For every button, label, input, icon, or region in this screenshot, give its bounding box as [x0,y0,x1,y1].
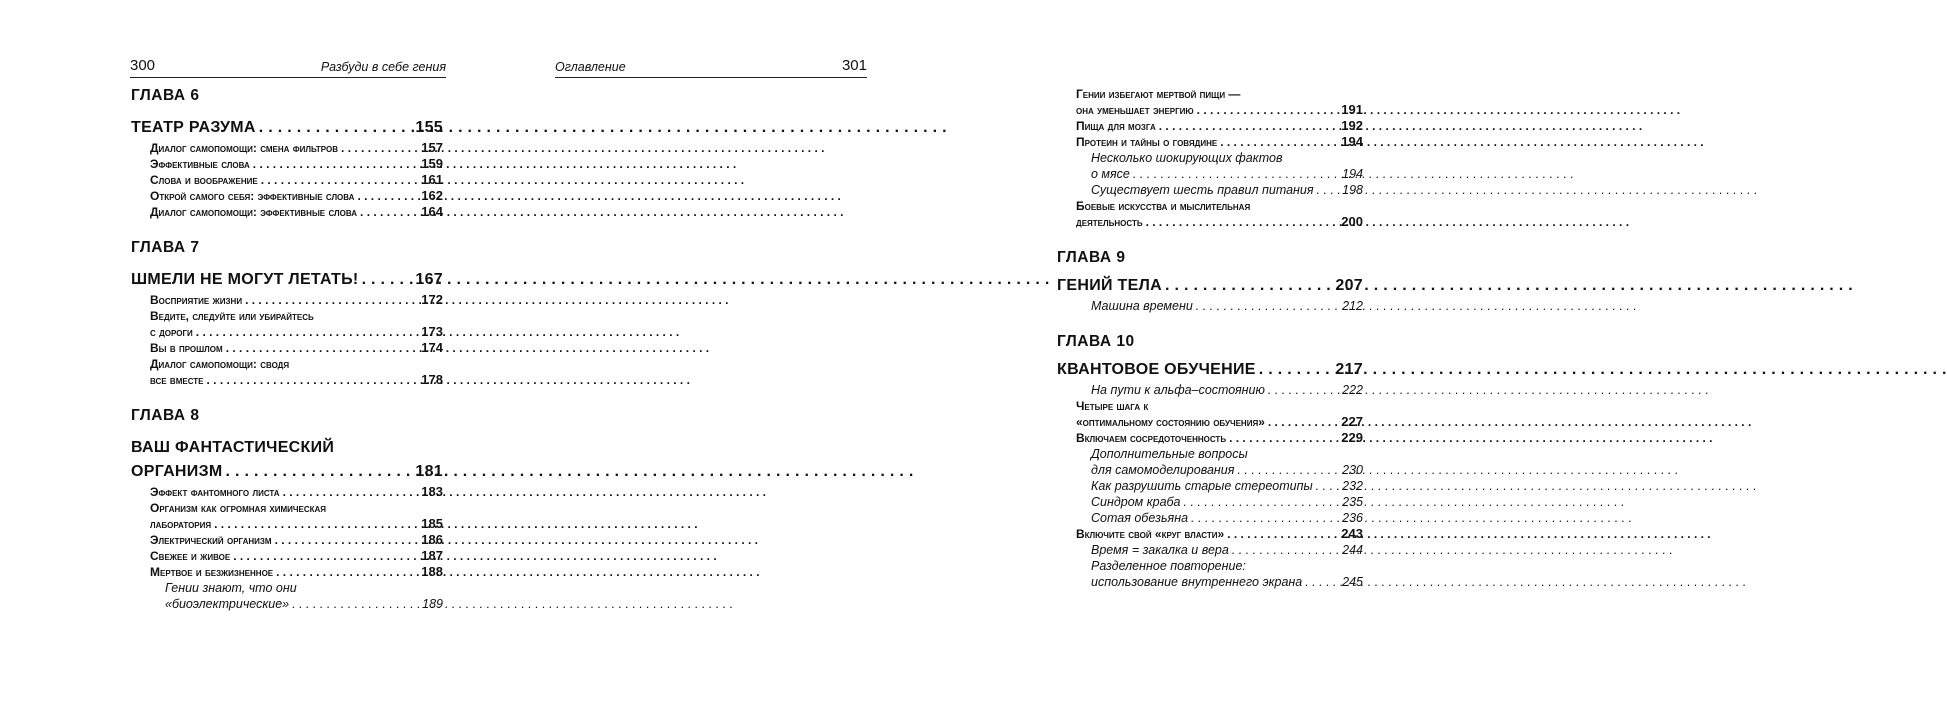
toc-entry-line: Дополнительные вопросы [1091,447,1248,461]
toc-entry-title: Эффект фантомного листа [150,485,280,499]
toc-section-entry [131,188,443,204]
toc-section-entry [131,516,443,532]
dot-leader [283,484,419,500]
toc-subsection-entry [1057,462,1363,478]
toc-entry-title: Протеин и тайны о говядине [1076,135,1218,149]
dot-leader [1184,494,1340,510]
toc-page-number: 229 [1341,430,1363,445]
toc-entry-line: Несколько шокирующих фактов [1091,151,1283,165]
toc-section-entry [131,156,443,172]
toc-entry-title: ТЕАТР РАЗУМА [131,119,256,136]
dot-leader [1232,542,1339,558]
dot-leader [360,204,418,220]
toc-page-number: 243 [1341,526,1363,541]
toc-section-entry [131,484,443,500]
toc-entry-title: Существует шесть правил питания [1091,183,1314,197]
dot-leader [1133,166,1339,182]
toc-page-number: 244 [1342,543,1363,557]
dot-leader [1220,134,1338,150]
toc-page-number: 173 [421,324,443,339]
toc-entry-line: Ведите, следуйте или убирайтесь [150,309,314,323]
toc-subsection-entry [1057,510,1363,526]
toc-page-number: 157 [421,140,443,155]
toc-page-number: 217 [1335,361,1363,378]
toc-page-number: 178 [421,372,443,387]
dot-leader [1197,102,1339,118]
toc-subsection-entry [1057,298,1363,314]
running-title: Разбуди в себе гения [320,60,446,74]
dot-leader [226,340,419,356]
toc-entry-title: Вы в прошлом [150,341,223,355]
chapter-label: ГЛАВА 8 [131,407,200,424]
toc-entry-title: Эффективные слова [150,157,250,171]
toc-section-entry [1057,214,1363,230]
dot-leader [275,532,419,548]
dot-leader [1146,214,1339,230]
dot-leader [233,548,418,564]
page-number: 301 [841,57,867,74]
toc-entry-title: Электрический организм [150,533,272,547]
toc-subsection-entry [1057,382,1363,398]
toc-section-entry [131,140,443,156]
chapter-label: ГЛАВА 7 [131,239,200,256]
toc-section-entry [1057,118,1363,134]
toc-section-entry [131,372,443,388]
dot-leader [1305,574,1339,590]
toc-entry-title: Свежее и живое [150,549,231,563]
toc-page-number: 192 [1341,118,1363,133]
toc-entry-title: Диалог самопомощи: эффективные слова [150,205,358,219]
toc-entry-title: она уменьшает энергию [1076,103,1194,117]
toc-entry-line: Организм как огромная химическая [150,501,327,515]
toc-entry-title: ОРГАНИЗМ [131,463,223,480]
toc-page-number: 155 [415,119,443,136]
toc-subsection-entry [1057,182,1363,198]
toc-page-number: 232 [1342,479,1363,493]
chapter-label: ГЛАВА 10 [1057,333,1135,350]
toc-entry-line: Гении знают, что они [165,581,297,595]
toc-entry-line: ВАШ ФАНТАСТИЧЕСКИЙ [131,439,335,456]
toc-entry-title: Синдром краба [1091,495,1181,509]
toc-page-number: 194 [1341,134,1363,149]
dot-leader [276,564,418,580]
dot-leader [1196,298,1339,314]
toc-entry-title: Восприятие жизни [150,293,243,307]
toc-page-number: 245 [1342,575,1363,589]
toc-section-entry [1057,414,1363,430]
toc-subsection-entry [1057,478,1363,494]
toc-entry-title: с дороги [150,325,193,339]
toc-entry-title: Как разрушить старые стереотипы [1091,479,1313,493]
toc-section-entry [1057,134,1363,150]
toc-entry-title: «оптимальному состоянию обучения» [1076,415,1265,429]
toc-entry-title: все вместе [150,373,204,387]
toc-section-entry [131,340,443,356]
left-toc [131,86,443,612]
toc-page-number: 185 [421,516,443,531]
toc-page-number: 200 [1341,214,1363,229]
dot-leader [214,516,418,532]
toc-entry-title: лаборатория [150,517,212,531]
toc-entry-title: КВАНТОВОЕ ОБУЧЕНИЕ [1057,361,1256,378]
toc-page-number: 191 [1341,102,1363,117]
dot-leader [292,596,419,612]
toc-page-number: 194 [1342,167,1363,181]
dot-leader [1268,382,1339,398]
toc-section-entry [1057,430,1363,446]
toc-page-number: 161 [421,172,443,187]
dot-leader [341,140,418,156]
toc-entry-title: Включаем сосредоточенность [1076,431,1227,445]
dot-leader [196,324,419,340]
running-title: Оглавление [555,60,626,74]
toc-entry-line: Диалог самопомощи: сводя [150,357,290,371]
toc-page-number: 212 [1342,299,1363,313]
chapter-label: ГЛАВА 9 [1057,249,1126,266]
toc-entry-title: «биоэлектрические» [165,597,290,611]
dot-leader [253,156,419,172]
toc-subsection-entry [131,596,443,612]
toc-page-number: 207 [1335,277,1363,294]
toc-entry-line: Четыре шага к [1076,399,1149,413]
toc-page-number: 235 [1342,495,1363,509]
dot-leader [1237,462,1339,478]
toc-entry-line: Разделенное повторение: [1091,559,1246,573]
toc-entry-title: Сотая обезьяна [1091,511,1189,525]
toc-section-entry [1057,102,1363,118]
toc-page-number: 186 [421,532,443,547]
toc-entry-title: Открой самого себя: эффективные слова [150,189,355,203]
toc-page-number: 222 [1342,383,1363,397]
dot-leader [261,172,419,188]
toc-entry-title: Слова и воображение [150,173,258,187]
toc-page-number: 188 [421,564,443,579]
toc-section-entry [1057,526,1363,542]
toc-page-number: 198 [1342,183,1363,197]
toc-entry-title: Мертвое и безжизненное [150,565,274,579]
toc-subsection-entry [1057,494,1363,510]
toc-entry-title: Время = закалка и вера [1091,543,1229,557]
toc-entry-title: Пища для мозга [1076,119,1156,133]
toc-page-number: 181 [415,463,443,480]
dot-leader [1191,510,1339,526]
toc-subsection-entry [1057,166,1363,182]
chapter-label: ГЛАВА 6 [131,87,200,104]
dot-leader [207,372,419,388]
toc-entry-title: для самомоделирования [1091,463,1235,477]
toc-main-entry [131,116,443,140]
toc-section-entry [131,564,443,580]
toc-page-number: 172 [421,292,443,307]
toc-page-number: 174 [421,340,443,355]
toc-entry-title: деятельность [1076,215,1143,229]
toc-section-entry [131,548,443,564]
toc-entry-title: На пути к альфа–состоянию [1091,383,1265,397]
toc-page-number: 187 [421,548,443,563]
toc-page-number: 189 [422,597,443,611]
toc-page-number: 164 [421,204,443,219]
toc-page-number: 236 [1342,511,1363,525]
toc-main-entry [131,268,443,292]
dot-leader [1259,358,1333,382]
toc-entry-title: о мясе [1091,167,1130,181]
dot-leader [362,268,413,292]
toc-section-entry [131,292,443,308]
left-page-header [130,57,446,78]
toc-section-entry [131,324,443,340]
toc-section-entry [131,172,443,188]
dot-leader [226,460,413,484]
dot-leader [259,116,413,140]
toc-main-entry [131,460,443,484]
toc-entry-title: Машина времени [1091,299,1193,313]
toc-entry-title: использование внутреннего экрана [1091,575,1303,589]
page-number: 300 [130,57,156,74]
dot-leader [1316,478,1339,494]
toc-main-entry [1057,274,1363,298]
dot-leader [245,292,418,308]
right-toc [1057,86,1363,590]
toc-entry-title: Включите свой «круг власти» [1076,527,1225,541]
toc-page-number: 162 [421,188,443,203]
toc-page-number: 183 [421,484,443,499]
dot-leader [1317,182,1340,198]
toc-subsection-entry [1057,574,1363,590]
toc-section-entry [131,204,443,220]
toc-entry-line: Боевые искусства и мыслительная [1076,199,1251,213]
toc-entry-line: Гении избегают мертвой пищи — [1076,87,1241,101]
dot-leader [1268,414,1338,430]
left-page [0,0,500,707]
toc-entry-title: Диалог самопомощи: смена фильтров [150,141,339,155]
dot-leader [1229,430,1338,446]
toc-entry-title: ГЕНИЙ ТЕЛА [1057,277,1162,294]
toc-page-number: 167 [415,271,443,288]
toc-page-number: 159 [421,156,443,171]
toc-main-entry [1057,358,1363,382]
right-page [500,0,1363,707]
toc-subsection-entry [1057,542,1363,558]
dot-leader [357,188,418,204]
right-page-header [555,57,867,78]
dot-leader [1227,526,1338,542]
dot-leader [1159,118,1339,134]
toc-page-number: 230 [1342,463,1363,477]
dot-leader [1165,274,1332,298]
toc-section-entry [131,532,443,548]
toc-entry-title: ШМЕЛИ НЕ МОГУТ ЛЕТАТЬ! [131,271,359,288]
toc-page-number: 227 [1341,414,1363,429]
